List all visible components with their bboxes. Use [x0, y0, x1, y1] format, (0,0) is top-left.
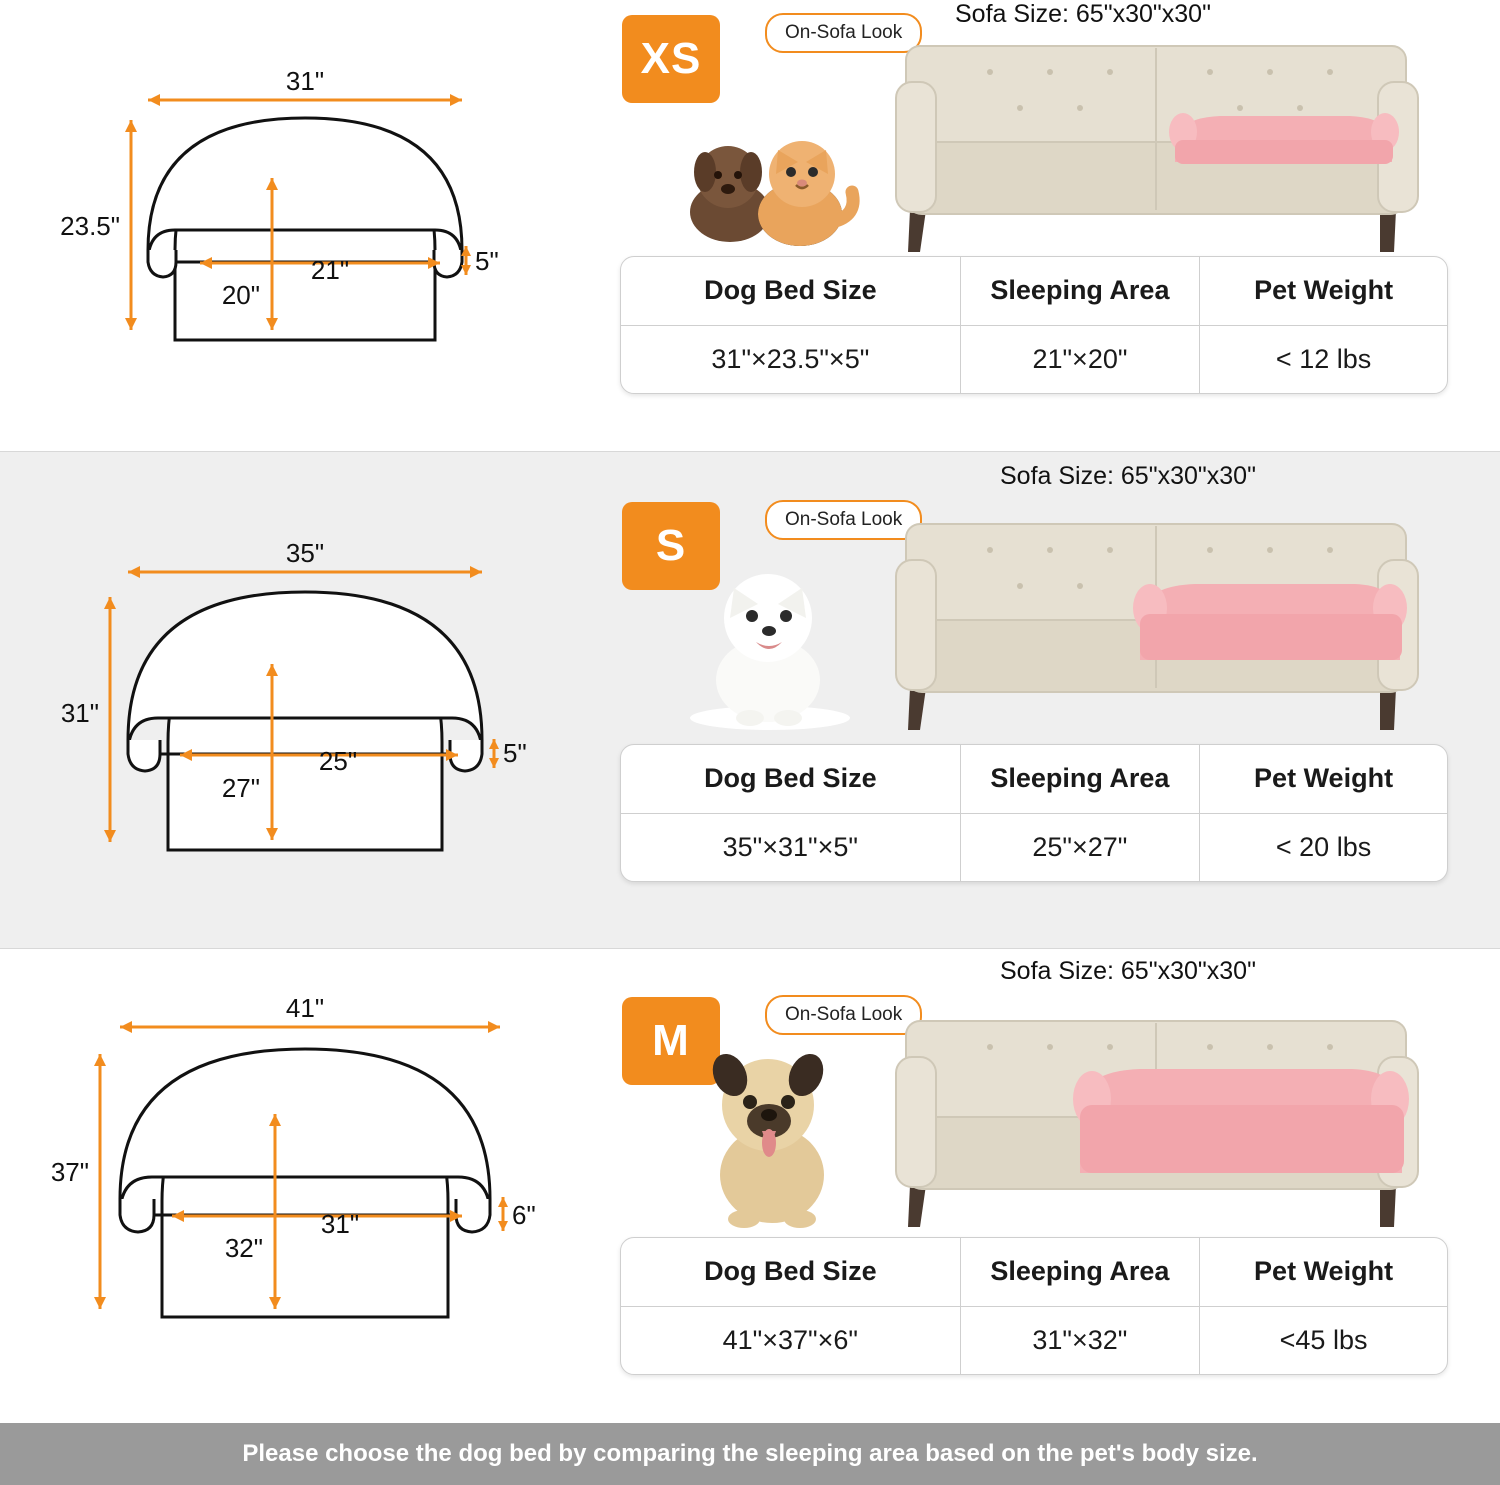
th-sleeping-area-s: Sleeping Area — [960, 745, 1199, 813]
sofa-illustration-m — [610, 997, 1480, 1247]
pink-bed-overlay — [1169, 113, 1399, 164]
td-bed-size-s: 35"×31"×5" — [621, 813, 960, 881]
size-row-s — [0, 452, 1500, 949]
bed-diagram-s — [0, 452, 610, 949]
table-row — [621, 813, 1447, 881]
pet-image-m — [684, 1048, 856, 1233]
pet-image-s — [690, 574, 850, 730]
info-pane-xs — [610, 0, 1500, 451]
spec-table-xs — [620, 256, 1448, 394]
info-pane-s — [610, 452, 1500, 948]
dim-inner-height-m: 32" — [224, 1233, 263, 1263]
diagram-pane-m — [0, 949, 610, 1434]
diagram-pane-xs — [0, 0, 610, 451]
pink-bed-overlay — [1133, 584, 1407, 660]
footer-note-bar — [0, 1423, 1500, 1485]
size-badge-xs: XS — [622, 15, 720, 103]
sofa-illustration-s — [610, 500, 1480, 750]
bed-diagram-xs — [0, 0, 610, 452]
info-pane-m — [610, 949, 1500, 1434]
sofa-size-label-m: Sofa Size: 65"x30"x30" — [1000, 957, 1256, 985]
td-pet-weight-s: < 20 lbs — [1275, 831, 1372, 862]
sofa-illustration-xs — [610, 22, 1480, 272]
th-sleeping-area-m: Sleeping Area — [960, 1238, 1199, 1306]
diagram-pane-s — [0, 452, 610, 948]
dim-bolster-xs: 5" — [475, 246, 499, 276]
dim-inner-width-xs: 21" — [310, 255, 350, 285]
dim-inner-width-s: 25" — [318, 746, 358, 776]
td-bed-size-xs: 31"×23.5"×5" — [621, 325, 960, 393]
th-pet-weight-s: Pet Weight — [1200, 745, 1447, 813]
dim-inner-height-s: 27" — [221, 773, 260, 803]
size-row-m — [0, 949, 1500, 1434]
dim-height-xs: 23.5" — [60, 211, 120, 241]
td-sleeping-area-m: 31"×32" — [960, 1306, 1199, 1374]
size-badge-s: S — [622, 502, 720, 590]
on-sofa-look-chip-xs: On-Sofa Look — [765, 13, 922, 53]
th-bed-size-s: Dog Bed Size — [621, 745, 960, 813]
table-row — [621, 1306, 1447, 1374]
th-bed-size-xs: Dog Bed Size — [621, 257, 960, 325]
dim-width-s: 35" — [285, 538, 325, 568]
dim-height-m: 37" — [50, 1157, 89, 1187]
dim-width-xs: 31" — [285, 66, 325, 96]
on-sofa-look-chip-s: On-Sofa Look — [765, 500, 922, 540]
td-pet-weight-m: <45 lbs — [1279, 1324, 1368, 1355]
spec-table-s — [620, 744, 1448, 882]
dim-width-m: 41" — [285, 993, 325, 1023]
td-sleeping-area-s: 25"×27" — [960, 813, 1199, 881]
sofa-size-label-s: Sofa Size: 65"x30"x30" — [1000, 462, 1256, 490]
th-pet-weight-m: Pet Weight — [1200, 1238, 1447, 1306]
footer-note-text: Please choose the dog bed by comparing the sleeping area based on the pet's body size. — [242, 1440, 1258, 1467]
on-sofa-look-chip-m: On-Sofa Look — [765, 995, 922, 1035]
pink-bed-overlay — [1073, 1069, 1409, 1173]
th-sleeping-area-xs: Sleeping Area — [960, 257, 1199, 325]
table-row — [621, 325, 1447, 393]
dim-bolster-m: 6" — [512, 1200, 536, 1230]
dim-height-s: 31" — [60, 698, 99, 728]
spec-table-m — [620, 1237, 1448, 1375]
size-badge-m: M — [622, 997, 720, 1085]
dim-bolster-s: 5" — [503, 738, 527, 768]
td-pet-weight-xs: < 12 lbs — [1275, 343, 1372, 374]
pet-image-xs — [666, 141, 858, 256]
dim-inner-width-m: 31" — [320, 1209, 360, 1239]
th-pet-weight-xs: Pet Weight — [1200, 257, 1447, 325]
sofa-size-label-xs: Sofa Size: 65"x30"x30" — [955, 0, 1211, 28]
size-row-xs — [0, 0, 1500, 452]
bed-diagram-m — [0, 949, 610, 1379]
dim-inner-height-xs: 20" — [221, 280, 260, 310]
td-sleeping-area-xs: 21"×20" — [960, 325, 1199, 393]
th-bed-size-m: Dog Bed Size — [621, 1238, 960, 1306]
td-bed-size-m: 41"×37"×6" — [621, 1306, 960, 1374]
